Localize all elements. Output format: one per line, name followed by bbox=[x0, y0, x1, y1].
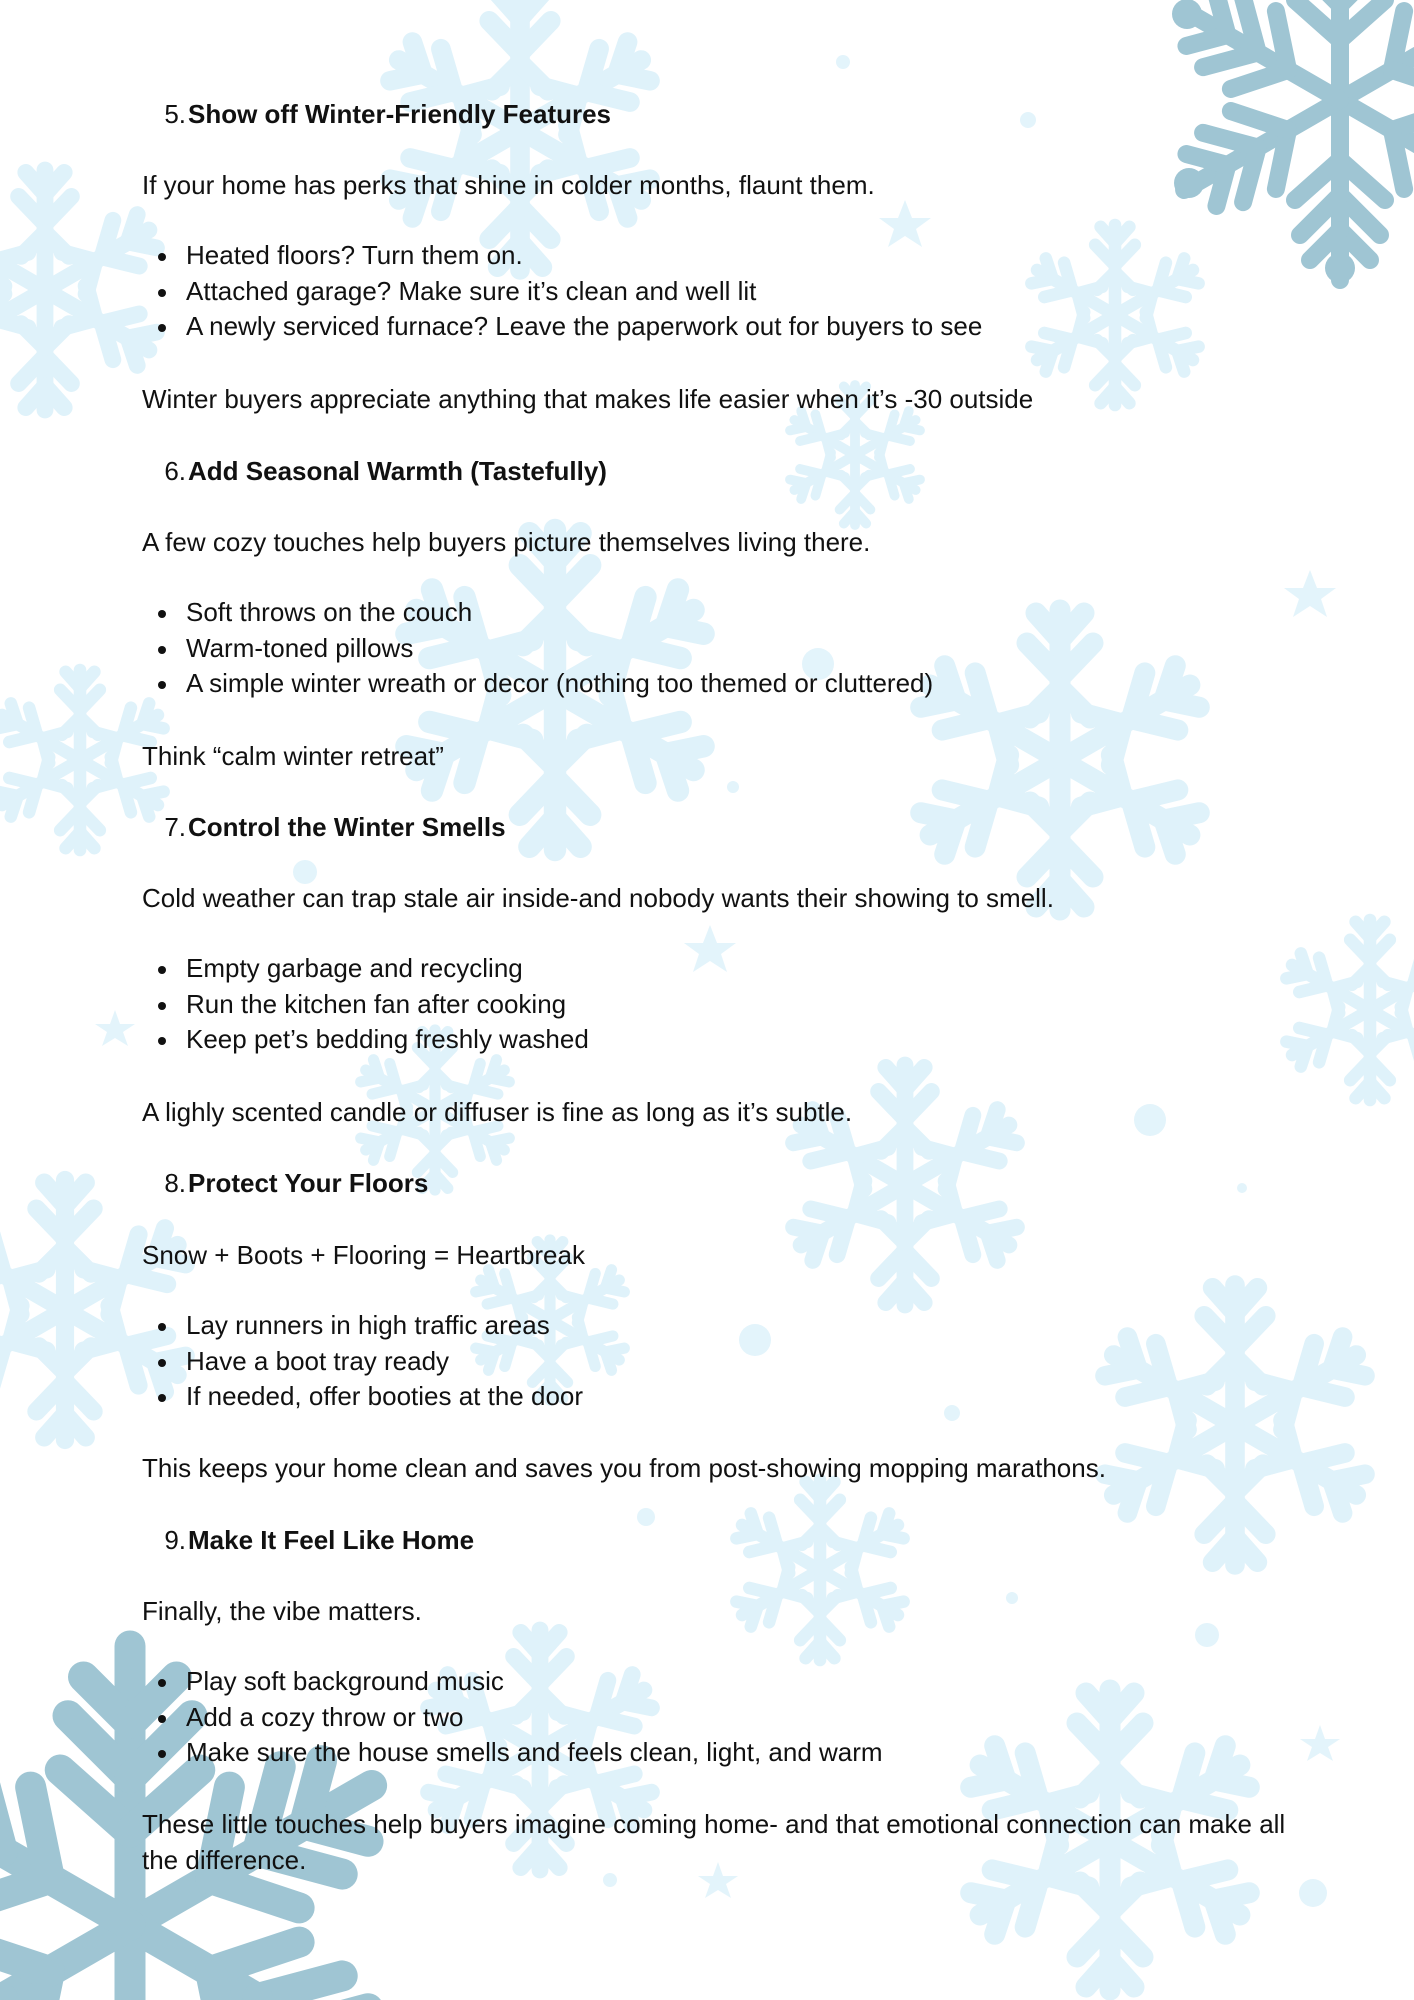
list-item: Have a boot tray ready bbox=[186, 1344, 583, 1380]
section-heading bbox=[160, 1165, 428, 1201]
list-item: Heated floors? Turn them on. bbox=[186, 238, 982, 274]
section-title: Protect Your Floors bbox=[188, 1168, 429, 1198]
section-outro: This keeps your home clean and saves you from post-showing mopping marathons. bbox=[142, 1453, 1106, 1483]
list-item: Keep pet’s bedding freshly washed bbox=[186, 1022, 589, 1058]
section-outro: Winter buyers appreciate anything that makes life easier when it’s -30 outside bbox=[142, 384, 1034, 414]
section-intro: Finally, the vibe matters. bbox=[142, 1596, 422, 1626]
list-item: A simple winter wreath or decor (nothing too themed or cluttered) bbox=[186, 666, 933, 702]
bullet-list bbox=[186, 1308, 583, 1415]
list-item: If needed, offer booties at the door bbox=[186, 1379, 583, 1415]
list-item: Run the kitchen fan after cooking bbox=[186, 987, 589, 1023]
list-item: Attached garage? Make sure it’s clean and well lit bbox=[186, 274, 982, 310]
section-number: 7. bbox=[164, 812, 186, 842]
list-item: Make sure the house smells and feels clean, light, and warm bbox=[186, 1735, 883, 1771]
list-item: Add a cozy throw or two bbox=[186, 1700, 883, 1736]
section-intro: A few cozy touches help buyers picture themselves living there. bbox=[142, 527, 871, 557]
list-item: Lay runners in high traffic areas bbox=[186, 1308, 583, 1344]
section-number: 9. bbox=[164, 1525, 186, 1555]
section-heading bbox=[160, 96, 611, 132]
section-number: 6. bbox=[164, 456, 186, 486]
section-number: 5. bbox=[164, 99, 186, 129]
bullet-list bbox=[186, 238, 982, 345]
list-item: A newly serviced furnace? Leave the paperwork out for buyers to see bbox=[186, 309, 982, 345]
bullet-list bbox=[186, 951, 589, 1058]
section-title: Show off Winter-Friendly Features bbox=[188, 99, 612, 129]
section-heading bbox=[160, 1522, 474, 1558]
section-title: Make It Feel Like Home bbox=[188, 1525, 475, 1555]
section-title: Control the Winter Smells bbox=[188, 812, 506, 842]
section-outro: A lighly scented candle or diffuser is fine as long as it’s subtle. bbox=[142, 1097, 853, 1127]
section-heading bbox=[160, 453, 607, 489]
section-intro: Cold weather can trap stale air inside-and nobody wants their showing to smell. bbox=[142, 883, 1054, 913]
bullet-list bbox=[186, 595, 933, 702]
list-item: Soft throws on the couch bbox=[186, 595, 933, 631]
section-intro: If your home has perks that shine in colder months, flaunt them. bbox=[142, 170, 875, 200]
section-heading bbox=[160, 809, 506, 845]
bullet-list bbox=[186, 1664, 883, 1771]
section-number: 8. bbox=[164, 1168, 186, 1198]
list-item: Empty garbage and recycling bbox=[186, 951, 589, 987]
list-item: Warm-toned pillows bbox=[186, 631, 933, 667]
section-title: Add Seasonal Warmth (Tastefully) bbox=[188, 456, 607, 486]
list-item: Play soft background music bbox=[186, 1664, 883, 1700]
section-intro: Snow + Boots + Flooring = Heartbreak bbox=[142, 1240, 585, 1270]
section-outro: These little touches help buyers imagine coming home- and that emotional connection can make all the difference. bbox=[142, 1809, 1286, 1875]
section-outro: Think “calm winter retreat” bbox=[142, 741, 444, 771]
